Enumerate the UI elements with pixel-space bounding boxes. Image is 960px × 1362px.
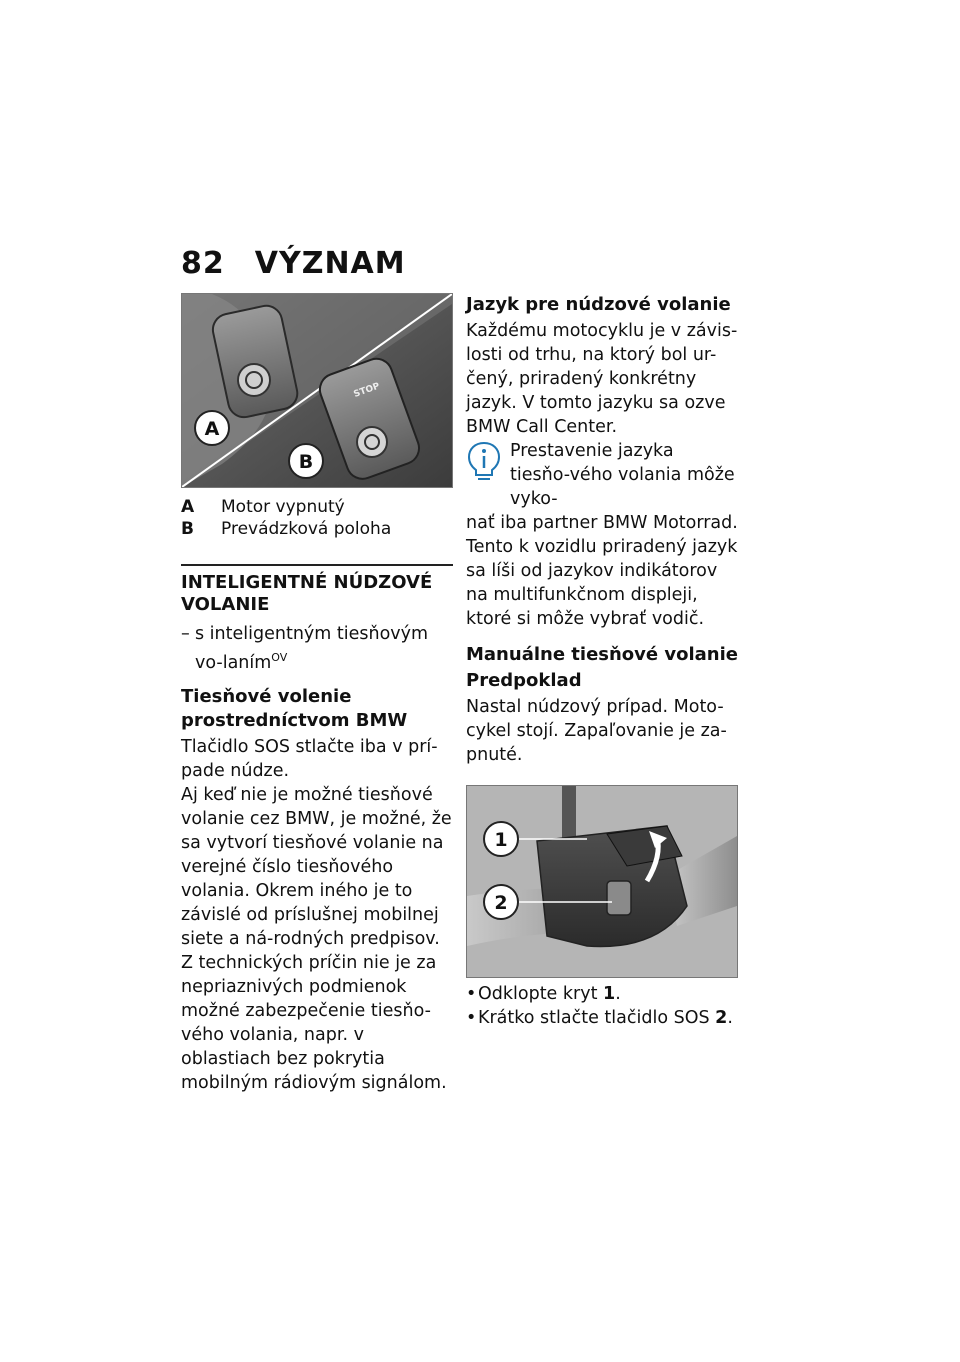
- kill-switch-illustration: [182, 294, 452, 487]
- section-divider: [181, 564, 453, 566]
- section-title-smart-emergency-call: INTELIGENTNÉ NÚDZOVÉ VOLANIE: [181, 572, 433, 615]
- legend-text: Prevádzková poloha: [221, 519, 392, 539]
- step-ref: 2: [715, 1008, 728, 1028]
- legend-key: B: [181, 519, 194, 539]
- equipment-note: [181, 622, 453, 675]
- sos-button-illustration: [467, 786, 737, 977]
- paragraph: Každému motocyklu je v závis-losti od trhu, na ktorý bol ur-čený, priradený konkrétny jazyk. V tomto jazyku sa ozve BMW Call Center.: [466, 321, 738, 437]
- info-icon: [466, 441, 502, 481]
- left-column: [181, 293, 453, 1095]
- stop-label: STOP: [352, 381, 382, 400]
- callout-1-label: 1: [494, 829, 508, 851]
- figure-kill-switch: [181, 293, 453, 488]
- step-item: • Odklopte kryt 1.: [466, 984, 621, 1004]
- note-text-rest: nať iba partner BMW Motorrad. Tento k vozidlu priradený jazyk sa líši od jazykov indikátorov na multifunkčnom displeji, ktoré si môže vybrať vodič.: [466, 513, 738, 629]
- legend-text: Motor vypnutý: [221, 497, 345, 517]
- note-text-first: Prestavenie jazyka tiesňo-vého volania môže vyko-: [510, 441, 735, 509]
- bullet-marker: •: [466, 1008, 477, 1028]
- figure-legend: [181, 496, 453, 540]
- equipment-text: s inteligentným tiesňovým vo-laním: [195, 624, 429, 673]
- callout-b-label: B: [298, 451, 314, 473]
- legend-row: [181, 496, 453, 518]
- equipment-code: OV: [271, 651, 288, 664]
- legend-row: [181, 518, 453, 540]
- paragraph: Z technických príčin nie je za nepriaznivých podmienok možné zabezpečenie tiesňo-vého volania, napr. v oblastiach bez pokrytia mobilným rádiovým signálom.: [181, 952, 447, 1093]
- subtitle-prerequisite: Predpoklad: [466, 670, 582, 691]
- dash-marker: –: [181, 624, 190, 644]
- subtitle-bmw-call: Tiesňové volenie prostredníctvom BMW: [181, 685, 408, 731]
- paragraph: Tlačidlo SOS stlačte iba v prí-pade núdze.: [181, 736, 438, 781]
- step-ref: 1: [603, 984, 616, 1004]
- paragraph: Nastal núdzový prípad. Moto-cykel stojí. Zapaľovanie je za-pnuté.: [466, 697, 727, 765]
- step-item: • Krátko stlačte tlačidlo SOS 2.: [466, 1008, 733, 1028]
- paragraph: Aj keď nie je možné tiesňové volanie cez BMW, je možné, že sa vytvorí tiesňové volanie na verejné číslo tiesňového volania. Okrem iného je to závislé od príslušnej mobilnej siete a ná-rodných predpisov.: [181, 784, 452, 949]
- right-column: [466, 293, 738, 1030]
- callout-a-label: A: [204, 418, 220, 440]
- figure-sos-button: [466, 785, 738, 978]
- callout-2-label: 2: [494, 892, 508, 914]
- bullet-marker: •: [466, 984, 477, 1004]
- legend-key: A: [181, 497, 195, 517]
- section-title-language: Jazyk pre núdzové volanie: [466, 294, 731, 315]
- page-number: 82: [181, 246, 225, 281]
- page-title: VÝZNAM: [254, 246, 406, 281]
- info-note: [466, 439, 738, 631]
- section-title-manual-call: Manuálne tiesňové volanie: [466, 644, 738, 665]
- page-header: [181, 246, 406, 281]
- step-list: [466, 982, 738, 1030]
